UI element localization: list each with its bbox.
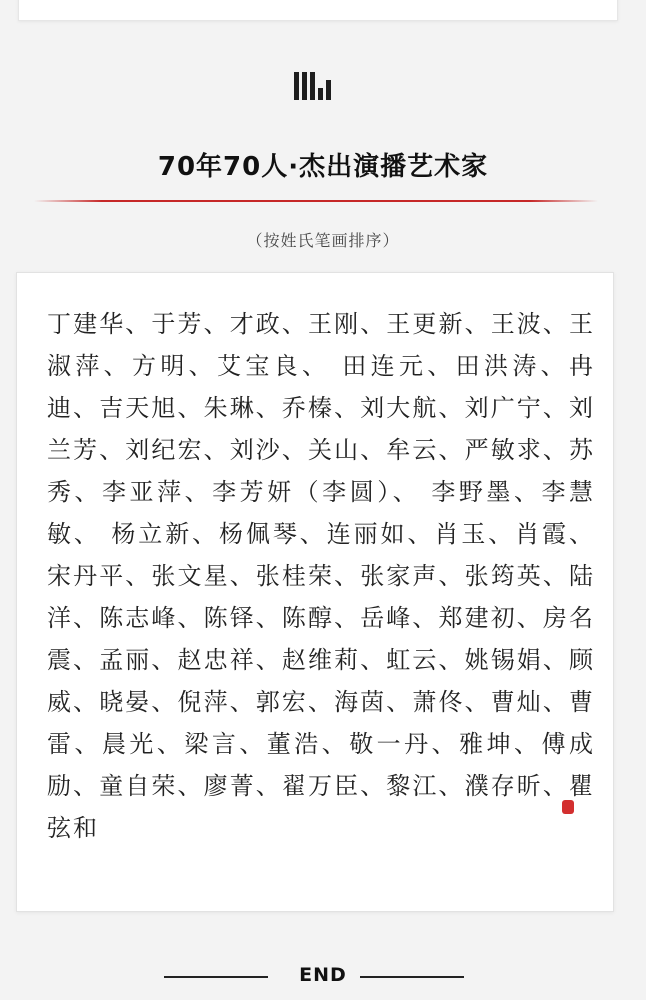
- end-label: END: [299, 964, 347, 986]
- previous-card: [18, 0, 618, 21]
- sort-note: （按姓氏笔画排序）: [246, 231, 400, 250]
- section-title: 70年70人·杰出演播艺术家: [157, 152, 489, 182]
- names-card: [16, 272, 614, 912]
- bar-logo-icon: [294, 72, 338, 100]
- end-divider: [0, 964, 646, 990]
- watermark-badge-icon: [562, 800, 574, 814]
- names-list: 丁建华、于芳、才政、王刚、王更新、王波、王淑萍、方明、艾宝良、 田连元、田洪涛、冉迪、吉天旭、朱琳、乔榛、刘大航、刘广宁、刘兰芳、刘纪宏、刘沙、关山、牟云、严敏求、苏秀、李亚萍、李芳妍（李圆）、 李野墨、李慧敏、 杨立新、杨佩琴、连丽如、肖玉、肖霞、宋丹平、张文星、张桂荣、张家声、张筠英、陆洋、陈志峰、陈铎、陈醇、岳峰、郑建初、房名震、孟丽、赵忠祥、赵维莉、虹云、姚锡娟、顾威、晓晏、倪萍、郭宏、海茵、萧佟、曹灿、曹雷、晨光、梁言、董浩、敬一丹、雅坤、傅成励、童自荣、廖菁、翟万臣、黎江、濮存昕、瞿弦和: [47, 310, 595, 842]
- title-underline: [34, 200, 598, 202]
